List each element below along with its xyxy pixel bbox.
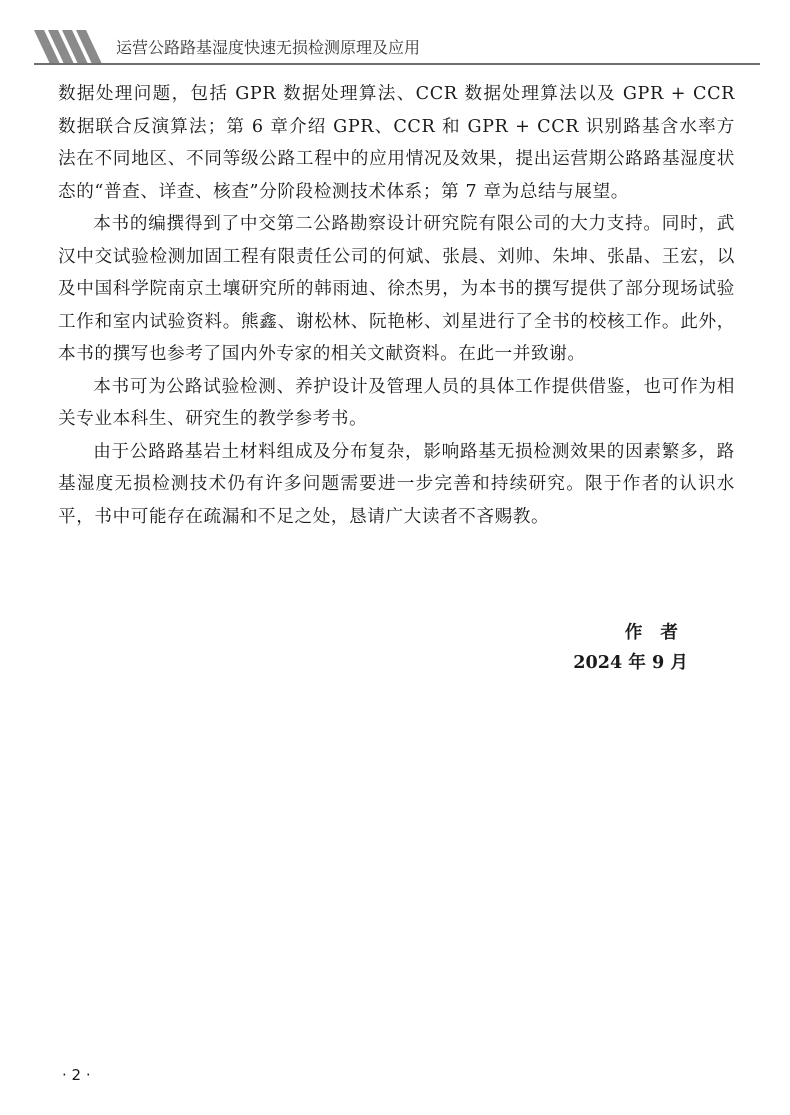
paragraph-acknowledgements: 本书的编撰得到了中交第二公路勘察设计研究院有限公司的大力支持。同时，武汉中交试验检测加固工程有限责任公司的何斌、张晨、刘帅、朱坤、张晶、王宏，以及中国科学院南京土壤研究所的韩雨迪、徐杰男，为本书的撰写提供了部分现场试验工作和室内试验资料。熊鑫、谢松林、阮艳彬、刘星进行了全书的校核工作。此外，本书的撰写也参考了国内外专家的相关文献资料。在此一并致谢。 [58, 214, 735, 364]
header-stripes-icon [34, 30, 104, 64]
paragraph-disclaimer: 由于公路路基岩土材料组成及分布复杂，影响路基无损检测效果的因素繁多，路基湿度无损检测技术仍有许多问题需要进一步完善和持续研究。限于作者的认识水平，书中可能存在疏漏和不足之处，恳请广大读者不吝赐教。 [58, 441, 735, 527]
header-rule [34, 63, 760, 65]
body-text [58, 78, 735, 533]
signature-date: 2024 年 9 月 [573, 652, 688, 673]
running-header [34, 30, 760, 66]
paragraph-continued: 数据处理问题，包括 GPR 数据处理算法、CCR 数据处理算法以及 GPR + CCR 数据联合反演算法；第 6 章介绍 GPR、CCR 和 GPR + CCR 识别路基含水率方法在不同地区、不同等级公路工程中的应用情况及效果，提出运营期公路路基湿度状态的“普查、详查、核查”分阶段检测技术体系；第 7 章为总结与展望。 [58, 84, 735, 202]
page-number: · 2 · [62, 1066, 91, 1084]
paragraph-audience: 本书可为公路试验检测、养护设计及管理人员的具体工作提供借鉴，也可作为相关专业本科生、研究生的教学参考书。 [58, 376, 735, 429]
running-header-title: 运营公路路基湿度快速无损检测原理及应用 [116, 38, 421, 57]
signature-block [573, 618, 696, 678]
signature-author: 作者 [624, 622, 696, 643]
